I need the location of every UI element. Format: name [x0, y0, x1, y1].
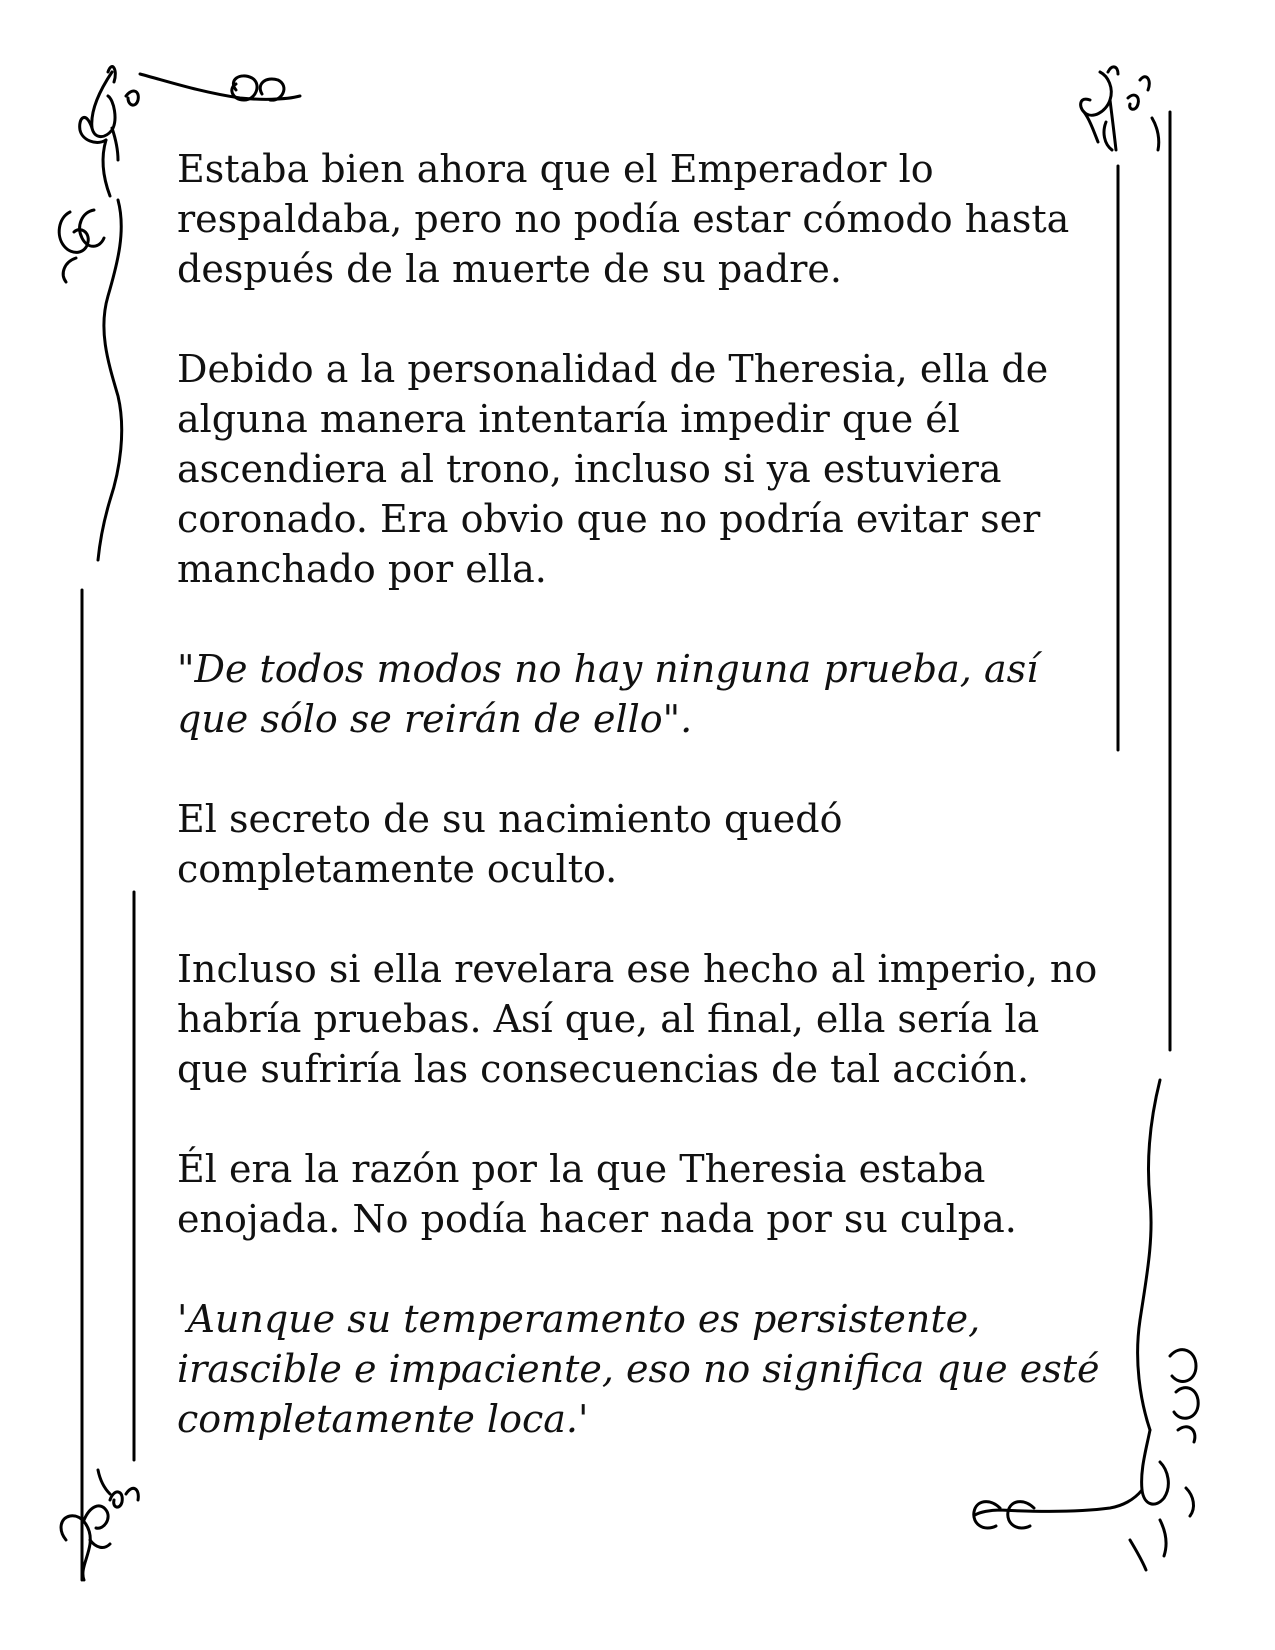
- paragraph-7-thought: 'Aunque su temperamento es persistente, irascible e impaciente, eso no significa que esté completamente loca.': [177, 1297, 1100, 1441]
- paragraph-3-quote: "De todos modos no hay ninguna prueba, así que sólo se reirán de ello".: [177, 647, 1039, 741]
- paragraph-1: Estaba bien ahora que el Emperador lo respaldaba, pero no podía estar cómodo hasta después de la muerte de su padre.: [177, 147, 1070, 291]
- paragraph-6: Él era la razón por la que Theresia estaba enojada. No podía hacer nada por su culpa.: [177, 1147, 1017, 1241]
- paragraph-4: El secreto de su nacimiento quedó completamente oculto.: [177, 797, 843, 891]
- top-right-flourish-icon: [1081, 67, 1159, 150]
- story-text: [177, 144, 1107, 1444]
- bottom-left-flourish-icon: [61, 1470, 138, 1580]
- paragraph-5: Incluso si ella revelara ese hecho al imperio, no habría pruebas. Así que, al final, ella sería la que sufriría las consecuencias de tal acción.: [177, 947, 1098, 1091]
- paragraph-2: Debido a la personalidad de Theresia, ella de alguna manera intentaría impedir que él ascendiera al trono, incluso si ya estuviera coronado. Era obvio que no podría evitar ser manchado por ella.: [177, 347, 1049, 591]
